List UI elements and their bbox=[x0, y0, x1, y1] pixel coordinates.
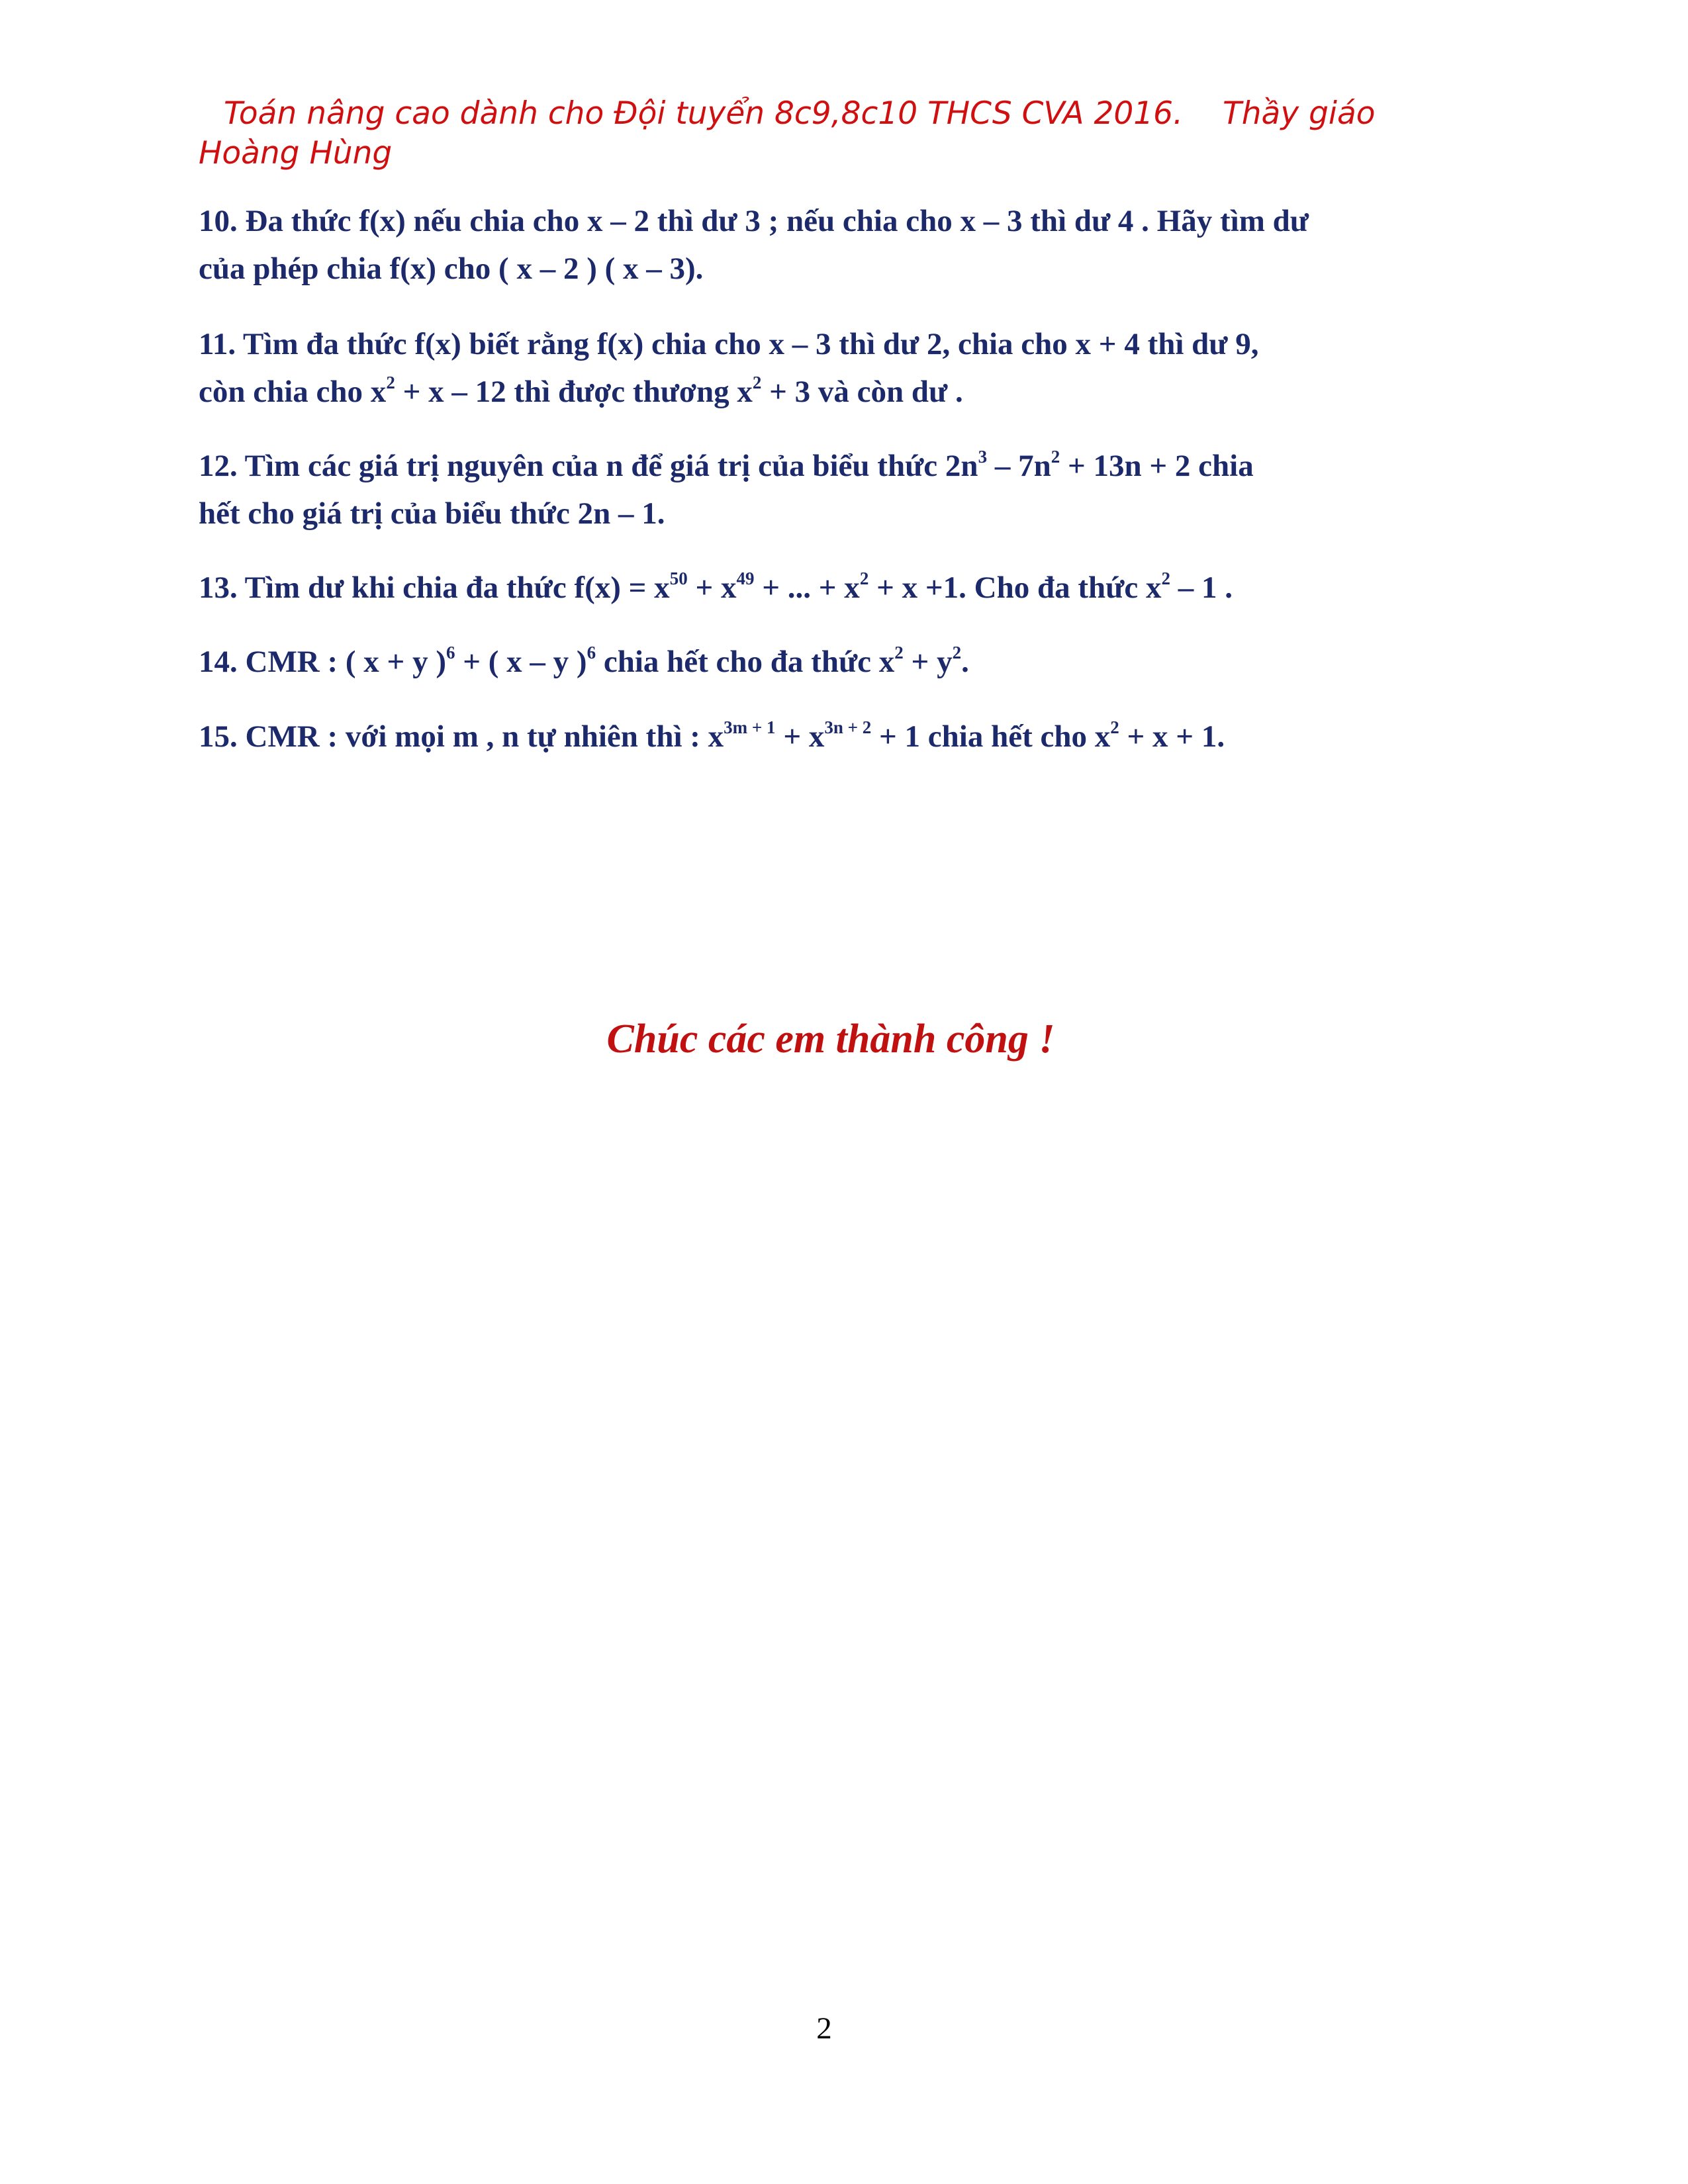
text-run: + ... + x bbox=[754, 570, 860, 605]
text-run: – 7n bbox=[987, 449, 1051, 483]
text-run: + x bbox=[775, 719, 825, 754]
problem-10 bbox=[199, 197, 1509, 293]
text-run: + 1 chia hết cho x bbox=[871, 719, 1111, 754]
text-run: + x + 1. bbox=[1119, 719, 1225, 754]
superscript: 2 bbox=[752, 373, 762, 392]
text-run: . bbox=[961, 645, 969, 679]
header-teacher-label: Thầy giáo bbox=[1223, 95, 1376, 132]
text-run: 15. CMR : với mọi m , n tự nhiên thì : x bbox=[199, 719, 724, 754]
problem-14-line-1 bbox=[199, 638, 1509, 686]
closing-message: Chúc các em thành công ! bbox=[606, 1017, 1055, 1062]
superscript: 3 bbox=[978, 447, 988, 467]
problem-11-line-1: 11. Tìm đa thức f(x) biết rằng f(x) chia cho x – 3 thì dư 2, chia cho x + 4 thì dư 9, bbox=[199, 327, 1259, 361]
text-run: còn chia cho x bbox=[199, 375, 387, 409]
text-run: + 3 và còn dư . bbox=[761, 375, 963, 409]
superscript: 2 bbox=[386, 373, 395, 392]
superscript: 3m + 1 bbox=[724, 717, 776, 737]
superscript: 2 bbox=[1161, 569, 1170, 588]
superscript: 50 bbox=[669, 569, 688, 588]
text-run: + x – 12 thì được thương x bbox=[395, 375, 753, 409]
page-number: 2 bbox=[816, 2011, 832, 2046]
text-run: + x +1. Cho đa thức x bbox=[868, 570, 1162, 605]
superscript: 2 bbox=[1051, 447, 1060, 467]
superscript: 2 bbox=[859, 569, 869, 588]
header-title: Toán nâng cao dành cho Đội tuyển 8c9,8c10 THCS CVA 2016. bbox=[224, 95, 1184, 132]
page-header bbox=[199, 94, 1523, 173]
text-run: 13. Tìm dư khi chia đa thức f(x) = x bbox=[199, 570, 670, 605]
problem-13-line-1 bbox=[199, 564, 1509, 612]
superscript: 6 bbox=[445, 643, 455, 662]
text-run: + x bbox=[687, 570, 737, 605]
superscript: 6 bbox=[586, 643, 596, 662]
problem-10-line-1: 10. Đa thức f(x) nếu chia cho x – 2 thì dư 3 ; nếu chia cho x – 3 thì dư 4 . Hãy tìm dư bbox=[199, 204, 1309, 238]
problem-11-line-2 bbox=[199, 368, 1509, 416]
problem-13 bbox=[199, 564, 1509, 612]
header-teacher-name: Hoàng Hùng bbox=[199, 135, 393, 171]
superscript: 2 bbox=[1110, 717, 1119, 737]
problem-12-line-2: hết cho giá trị của biểu thức 2n – 1. bbox=[199, 496, 665, 531]
problem-15 bbox=[199, 713, 1509, 760]
superscript: 3n + 2 bbox=[824, 717, 872, 737]
text-run: 14. CMR : ( x + y ) bbox=[199, 645, 446, 679]
text-run: + y bbox=[903, 645, 953, 679]
text-run: chia hết cho đa thức x bbox=[596, 645, 895, 679]
text-run: – 1 . bbox=[1170, 570, 1233, 605]
problem-14 bbox=[199, 638, 1509, 686]
superscript: 2 bbox=[894, 643, 904, 662]
text-run: + 13n + 2 chia bbox=[1060, 449, 1254, 483]
superscript: 49 bbox=[736, 569, 755, 588]
text-run: 12. Tìm các giá trị nguyên của n để giá trị của biểu thức 2n bbox=[199, 449, 978, 483]
problem-15-line-1 bbox=[199, 713, 1509, 760]
problem-12 bbox=[199, 442, 1509, 537]
problem-11 bbox=[199, 320, 1509, 416]
superscript: 2 bbox=[952, 643, 962, 662]
problem-10-line-2: của phép chia f(x) cho ( x – 2 ) ( x – 3). bbox=[199, 251, 704, 286]
problem-12-line-1 bbox=[199, 442, 1509, 490]
text-run: + ( x – y ) bbox=[455, 645, 587, 679]
